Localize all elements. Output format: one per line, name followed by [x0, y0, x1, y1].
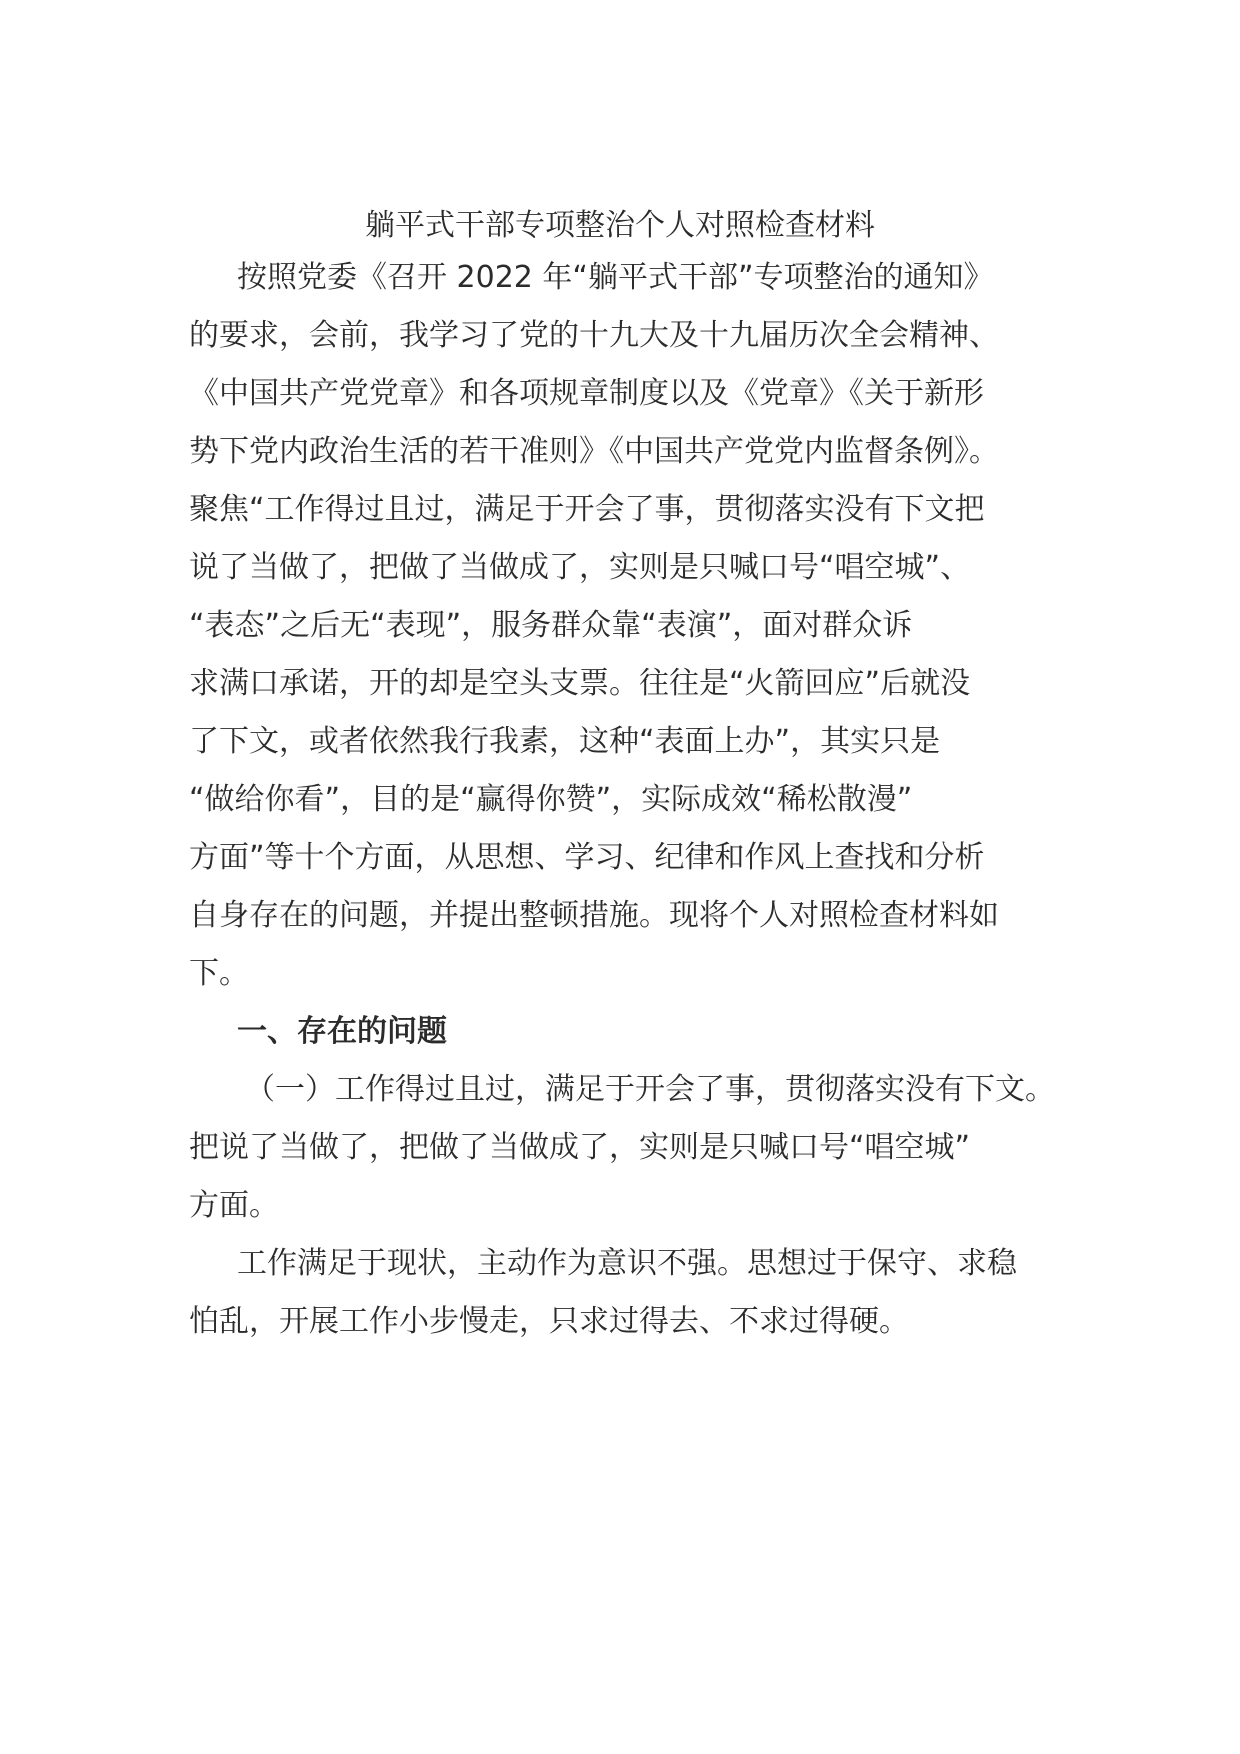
subsection-line: （一）工作得过且过，满足于开会了事，贯彻落实没有下文。: [245, 1072, 1055, 1107]
intro-line: 求满口承诺，开的却是空头支票。往往是“火箭回应”后就没: [189, 666, 971, 701]
intro-line: 势下党内政治生活的若干准则》《中国共产党党内监督条例》。: [189, 434, 999, 469]
intro-line: 方面”等十个方面，从思想、学习、纪律和作风上查找和分析: [189, 840, 985, 875]
body-line: 工作满足于现状，主动作为意识不强。思想过于保守、求稳: [237, 1246, 1017, 1281]
section-heading: 一、存在的问题: [237, 1014, 447, 1049]
subsection-line: 方面。: [189, 1188, 279, 1223]
intro-line: 了下文，或者依然我行我素，这种“表面上办”，其实只是: [189, 724, 941, 759]
intro-line: 说了当做了，把做了当做成了，实则是只喊口号“唱空城”、: [189, 550, 971, 585]
intro-line: 《中国共产党党章》和各项规章制度以及《党章》《关于新形: [189, 376, 984, 411]
intro-line: 按照党委《召开 2022 年“躺平式干部”专项整治的通知》: [237, 260, 994, 295]
intro-line: 下。: [189, 956, 249, 991]
intro-line: 的要求，会前，我学习了党的十九大及十九届历次全会精神、: [189, 318, 999, 353]
document-title: 躺平式干部专项整治个人对照检查材料: [365, 208, 875, 243]
intro-line: 聚焦“工作得过且过，满足于开会了事，贯彻落实没有下文把: [189, 492, 985, 527]
intro-line: “做给你看”，目的是“赢得你赞”，实际成效“稀松散漫”: [189, 782, 913, 817]
intro-line: “表态”之后无“表现”，服务群众靠“表演”，面对群众诉: [189, 608, 913, 643]
intro-line: 自身存在的问题，并提出整顿措施。现将个人对照检查材料如: [189, 898, 999, 933]
subsection-line: 把说了当做了，把做了当做成了，实则是只喊口号“唱空城”: [189, 1130, 971, 1165]
body-line: 怕乱，开展工作小步慢走，只求过得去、不求过得硬。: [189, 1304, 909, 1339]
